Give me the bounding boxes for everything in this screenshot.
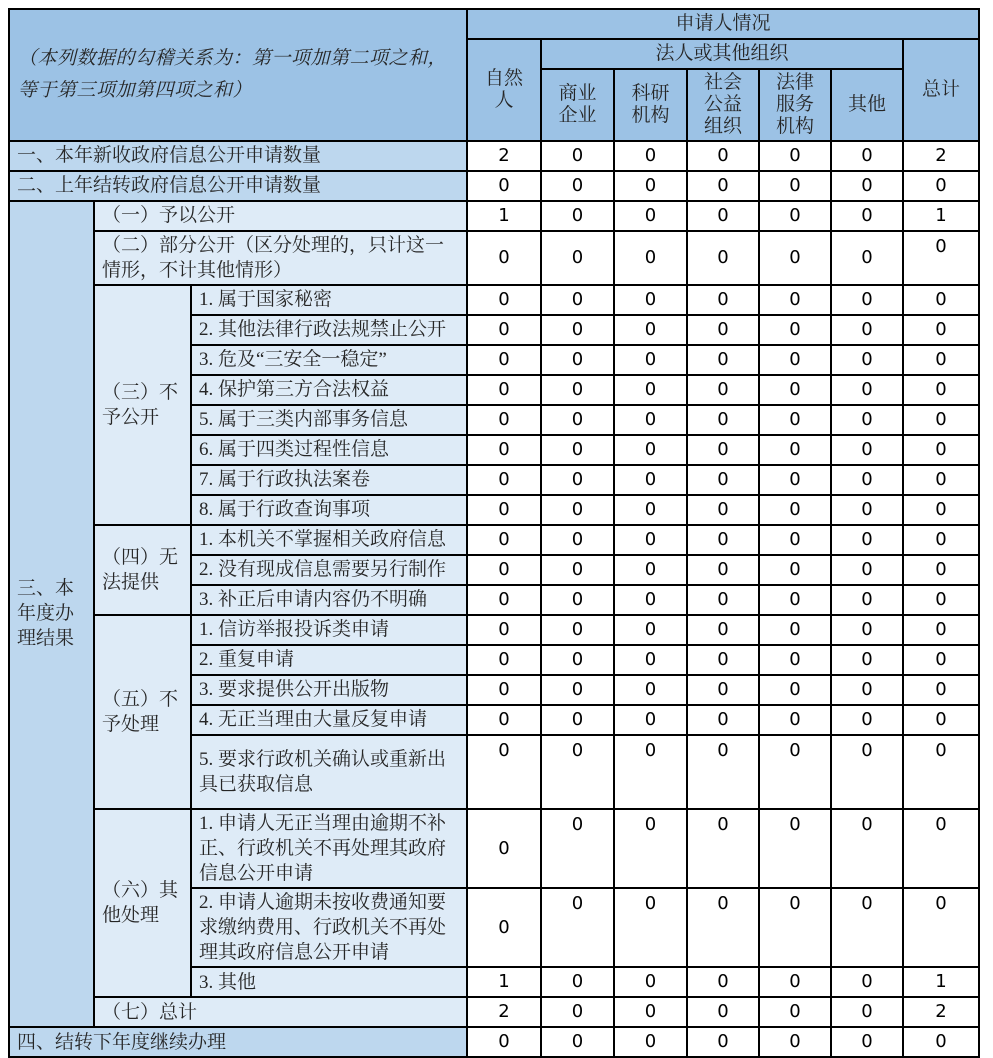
- col-header-natural-person: 自然人: [467, 39, 541, 141]
- value-cell: 0: [467, 315, 541, 345]
- table-row: [9, 615, 979, 645]
- value-cell: 0: [541, 201, 614, 231]
- value-cell: 0: [687, 405, 759, 435]
- col-header-legal-service-org: 法律服务机构: [759, 69, 831, 141]
- value-cell: 0: [541, 375, 614, 405]
- value-cell: 0: [903, 675, 979, 705]
- value-cell: 0: [903, 525, 979, 555]
- value-cell: 0: [903, 495, 979, 525]
- table-row: [9, 285, 979, 315]
- value-cell: 0: [614, 555, 687, 585]
- value-cell: 0: [467, 435, 541, 465]
- value-cell: 0: [831, 345, 903, 375]
- row-label: 3. 危及“三安全一稳定”: [191, 345, 467, 375]
- value-cell: 0: [541, 141, 614, 171]
- value-cell: 0: [614, 405, 687, 435]
- value-cell: 0: [541, 465, 614, 495]
- value-cell: 0: [614, 465, 687, 495]
- row-label: 5. 属于三类内部事务信息: [191, 405, 467, 435]
- value-cell: 0: [759, 201, 831, 231]
- header-applicant-status: 申请人情况: [467, 9, 979, 39]
- value-cell: 0: [541, 585, 614, 615]
- value-cell: 0: [831, 231, 903, 285]
- value-cell: 0: [831, 495, 903, 525]
- value-cell: 0: [614, 345, 687, 375]
- row-label: 2. 其他法律行政法规禁止公开: [191, 315, 467, 345]
- value-cell: 0: [467, 888, 541, 967]
- value-cell: 0: [687, 615, 759, 645]
- value-cell: 0: [541, 315, 614, 345]
- row-label: 3. 补正后申请内容仍不明确: [191, 585, 467, 615]
- row-label-not-disclosed: （三）不予公开: [94, 285, 191, 525]
- row-label: 2. 重复申请: [191, 645, 467, 675]
- value-cell: 0: [614, 645, 687, 675]
- table-row: [9, 809, 979, 888]
- value-cell: 0: [467, 675, 541, 705]
- value-cell: 0: [687, 888, 759, 967]
- row-label: 1. 信访举报投诉类申请: [191, 615, 467, 645]
- row-label: 7. 属于行政执法案卷: [191, 465, 467, 495]
- table-row: [9, 141, 979, 171]
- value-cell: 0: [687, 141, 759, 171]
- corner-annotation: （本列数据的勾稽关系为：第一项加第二项之和，等于第三项加第四项之和）: [9, 9, 467, 141]
- value-cell: 0: [541, 1027, 614, 1057]
- value-cell: 0: [903, 1027, 979, 1057]
- row-label-new-received: 一、本年新收政府信息公开申请数量: [9, 141, 467, 171]
- value-cell: 0: [541, 231, 614, 285]
- value-cell: 0: [831, 171, 903, 201]
- table-row: [9, 525, 979, 555]
- value-cell: 0: [831, 405, 903, 435]
- value-cell: 0: [467, 525, 541, 555]
- value-cell: 0: [759, 285, 831, 315]
- value-cell: 0: [541, 735, 614, 809]
- row-label-unable-to-provide: （四）无法提供: [94, 525, 191, 615]
- value-cell: 2: [903, 997, 979, 1027]
- row-label: 6. 属于四类过程性信息: [191, 435, 467, 465]
- value-cell: 0: [903, 405, 979, 435]
- value-cell: 0: [903, 285, 979, 315]
- value-cell: 0: [903, 735, 979, 809]
- value-cell: 0: [759, 1027, 831, 1057]
- value-cell: 0: [687, 1027, 759, 1057]
- value-cell: 0: [541, 705, 614, 735]
- value-cell: 0: [541, 675, 614, 705]
- value-cell: 0: [831, 888, 903, 967]
- row-label: 1. 属于国家秘密: [191, 285, 467, 315]
- value-cell: 0: [831, 615, 903, 645]
- col-header-research-institution: 科研机构: [614, 69, 687, 141]
- value-cell: 0: [903, 171, 979, 201]
- col-header-commercial-enterprise: 商业企业: [541, 69, 614, 141]
- value-cell: 0: [831, 705, 903, 735]
- value-cell: 0: [687, 231, 759, 285]
- value-cell: 0: [903, 465, 979, 495]
- row-label: 3. 其他: [191, 967, 467, 997]
- value-cell: 0: [541, 997, 614, 1027]
- table-row: [9, 997, 979, 1027]
- value-cell: 0: [614, 675, 687, 705]
- value-cell: 0: [687, 315, 759, 345]
- table-header: [9, 9, 979, 141]
- value-cell: 0: [831, 675, 903, 705]
- value-cell: 0: [687, 585, 759, 615]
- row-label-partially-disclosed: （二）部分公开（区分处理的，只计这一情形，不计其他情形）: [94, 231, 467, 285]
- header-legal-or-other-org: 法人或其他组织: [541, 39, 903, 69]
- value-cell: 0: [831, 967, 903, 997]
- table-row: [9, 201, 979, 231]
- value-cell: 0: [831, 465, 903, 495]
- value-cell: 0: [467, 809, 541, 888]
- value-cell: 0: [831, 141, 903, 171]
- value-cell: 0: [467, 645, 541, 675]
- value-cell: 0: [903, 231, 979, 285]
- value-cell: 0: [541, 555, 614, 585]
- value-cell: 0: [614, 967, 687, 997]
- value-cell: 0: [759, 495, 831, 525]
- value-cell: 0: [831, 435, 903, 465]
- value-cell: 0: [467, 465, 541, 495]
- value-cell: 0: [467, 555, 541, 585]
- value-cell: 0: [759, 345, 831, 375]
- value-cell: 0: [541, 809, 614, 888]
- value-cell: 0: [903, 585, 979, 615]
- value-cell: 0: [687, 375, 759, 405]
- value-cell: 0: [903, 615, 979, 645]
- value-cell: 1: [467, 201, 541, 231]
- row-label-disclosed: （一）予以公开: [94, 201, 467, 231]
- value-cell: 0: [467, 735, 541, 809]
- value-cell: 0: [903, 555, 979, 585]
- value-cell: 0: [614, 888, 687, 967]
- value-cell: 0: [831, 645, 903, 675]
- value-cell: 0: [614, 585, 687, 615]
- value-cell: 0: [614, 809, 687, 888]
- table-row: [9, 231, 979, 285]
- value-cell: 0: [759, 315, 831, 345]
- value-cell: 0: [831, 525, 903, 555]
- value-cell: 0: [614, 735, 687, 809]
- value-cell: 0: [541, 495, 614, 525]
- value-cell: 0: [831, 555, 903, 585]
- value-cell: 1: [467, 967, 541, 997]
- value-cell: 0: [831, 315, 903, 345]
- table-row: [9, 1027, 979, 1057]
- value-cell: 0: [541, 345, 614, 375]
- row-label: 3. 要求提供公开出版物: [191, 675, 467, 705]
- value-cell: 0: [614, 201, 687, 231]
- value-cell: 0: [614, 231, 687, 285]
- value-cell: 0: [687, 997, 759, 1027]
- value-cell: 0: [687, 465, 759, 495]
- row-label: 5. 要求行政机关确认或重新出具已获取信息: [191, 735, 467, 809]
- value-cell: 0: [467, 615, 541, 645]
- value-cell: 0: [903, 809, 979, 888]
- value-cell: 2: [903, 141, 979, 171]
- row-label-not-processed: （五）不予处理: [94, 615, 191, 809]
- value-cell: 0: [541, 435, 614, 465]
- value-cell: 0: [831, 997, 903, 1027]
- value-cell: 0: [687, 809, 759, 888]
- value-cell: 0: [467, 171, 541, 201]
- value-cell: 0: [831, 585, 903, 615]
- value-cell: 0: [903, 888, 979, 967]
- col-header-other-org: 其他: [831, 69, 903, 141]
- value-cell: 0: [614, 1027, 687, 1057]
- value-cell: 0: [467, 285, 541, 315]
- table-row: [9, 171, 979, 201]
- value-cell: 0: [614, 615, 687, 645]
- row-label: 2. 没有现成信息需要另行制作: [191, 555, 467, 585]
- value-cell: 0: [759, 675, 831, 705]
- value-cell: 0: [541, 285, 614, 315]
- value-cell: 0: [759, 705, 831, 735]
- value-cell: 2: [467, 141, 541, 171]
- value-cell: 0: [614, 141, 687, 171]
- value-cell: 0: [687, 675, 759, 705]
- value-cell: 0: [903, 345, 979, 375]
- report-table-body: [9, 141, 979, 1058]
- value-cell: 0: [467, 345, 541, 375]
- value-cell: 0: [614, 315, 687, 345]
- value-cell: 0: [614, 997, 687, 1027]
- value-cell: 0: [759, 735, 831, 809]
- value-cell: 0: [903, 705, 979, 735]
- value-cell: 0: [687, 285, 759, 315]
- value-cell: 0: [759, 615, 831, 645]
- value-cell: 0: [687, 171, 759, 201]
- value-cell: 0: [614, 435, 687, 465]
- value-cell: 0: [759, 231, 831, 285]
- value-cell: 0: [831, 201, 903, 231]
- value-cell: 0: [903, 435, 979, 465]
- value-cell: 0: [467, 1027, 541, 1057]
- value-cell: 1: [903, 201, 979, 231]
- value-cell: 0: [903, 315, 979, 345]
- value-cell: 0: [759, 171, 831, 201]
- value-cell: 0: [687, 435, 759, 465]
- value-cell: 0: [831, 735, 903, 809]
- value-cell: 0: [687, 201, 759, 231]
- value-cell: 0: [467, 495, 541, 525]
- value-cell: 0: [903, 375, 979, 405]
- row-label: 8. 属于行政查询事项: [191, 495, 467, 525]
- value-cell: 0: [614, 375, 687, 405]
- row-label: 1. 本机关不掌握相关政府信息: [191, 525, 467, 555]
- value-cell: 0: [759, 141, 831, 171]
- value-cell: 0: [903, 645, 979, 675]
- value-cell: 0: [687, 555, 759, 585]
- value-cell: 0: [687, 525, 759, 555]
- disclosure-statistics-table: [8, 8, 980, 1058]
- value-cell: 0: [614, 285, 687, 315]
- col-header-total: 总计: [903, 39, 979, 141]
- value-cell: 0: [687, 967, 759, 997]
- value-cell: 0: [759, 809, 831, 888]
- value-cell: 0: [831, 809, 903, 888]
- row-label: 2. 申请人逾期未按收费通知要求缴纳费用、行政机关不再处理其政府信息公开申请: [191, 888, 467, 967]
- row-label-subtotal: （七）总计: [94, 997, 467, 1027]
- value-cell: 0: [614, 495, 687, 525]
- value-cell: 0: [759, 525, 831, 555]
- value-cell: 0: [467, 375, 541, 405]
- row-label-results-section: 三、本年度办理结果: [9, 201, 94, 1028]
- value-cell: 0: [541, 967, 614, 997]
- value-cell: 0: [541, 888, 614, 967]
- value-cell: 0: [759, 585, 831, 615]
- value-cell: 0: [614, 171, 687, 201]
- value-cell: 0: [614, 705, 687, 735]
- value-cell: 0: [759, 997, 831, 1027]
- value-cell: 0: [687, 735, 759, 809]
- value-cell: 0: [831, 1027, 903, 1057]
- row-label: 4. 保护第三方合法权益: [191, 375, 467, 405]
- value-cell: 0: [467, 585, 541, 615]
- value-cell: 0: [541, 171, 614, 201]
- value-cell: 0: [687, 345, 759, 375]
- value-cell: 2: [467, 997, 541, 1027]
- value-cell: 0: [687, 645, 759, 675]
- value-cell: 0: [467, 405, 541, 435]
- row-label-carried-to-next-year: 四、结转下年度继续办理: [9, 1027, 467, 1057]
- value-cell: 0: [541, 525, 614, 555]
- row-label: 4. 无正当理由大量反复申请: [191, 705, 467, 735]
- row-label: 1. 申请人无正当理由逾期不补正、行政机关不再处理其政府信息公开申请: [191, 809, 467, 888]
- row-label-other-handling: （六）其他处理: [94, 809, 191, 997]
- value-cell: 0: [759, 405, 831, 435]
- value-cell: 0: [831, 285, 903, 315]
- value-cell: 0: [614, 525, 687, 555]
- value-cell: 0: [541, 405, 614, 435]
- value-cell: 0: [759, 888, 831, 967]
- value-cell: 0: [541, 615, 614, 645]
- value-cell: 0: [759, 375, 831, 405]
- value-cell: 1: [903, 967, 979, 997]
- value-cell: 0: [467, 231, 541, 285]
- value-cell: 0: [759, 967, 831, 997]
- value-cell: 0: [759, 435, 831, 465]
- row-label-carried-from-last-year: 二、上年结转政府信息公开申请数量: [9, 171, 467, 201]
- col-header-social-welfare-org: 社会公益组织: [687, 69, 759, 141]
- value-cell: 0: [759, 555, 831, 585]
- value-cell: 0: [467, 705, 541, 735]
- value-cell: 0: [541, 645, 614, 675]
- value-cell: 0: [759, 645, 831, 675]
- value-cell: 0: [687, 705, 759, 735]
- value-cell: 0: [687, 495, 759, 525]
- value-cell: 0: [831, 375, 903, 405]
- value-cell: 0: [759, 465, 831, 495]
